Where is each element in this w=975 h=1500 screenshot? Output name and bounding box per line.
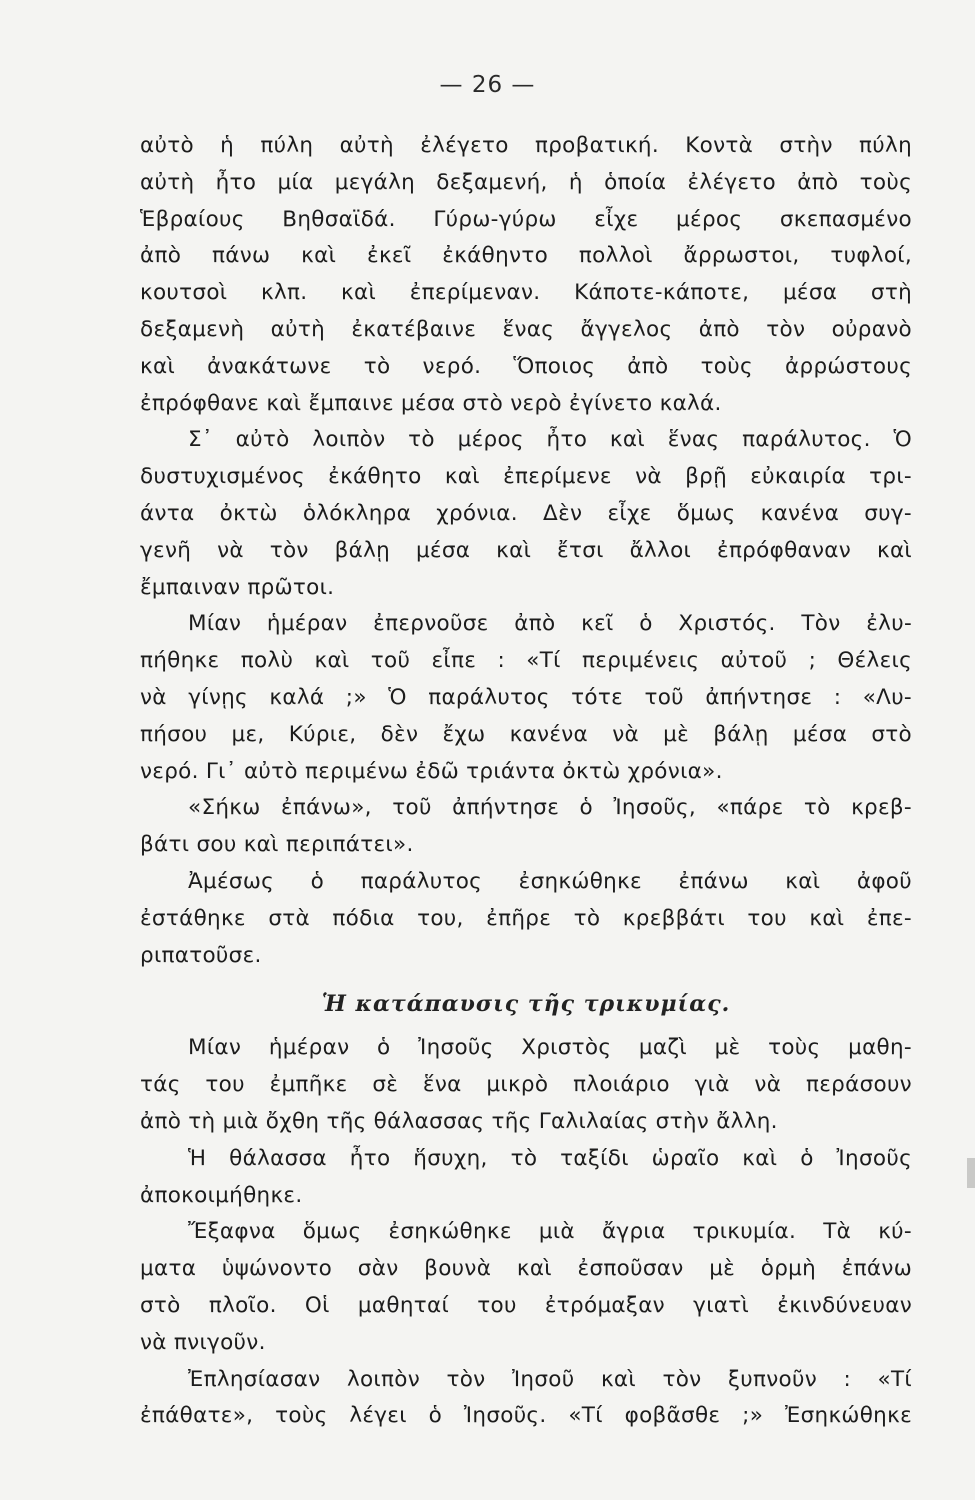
text-line: αὐτὴ ἦτο μία μεγάλη δεξαμενή, ἡ ὁποία ἐλέγετο ἀπὸ τοὺς [140,169,912,195]
text-line: δεξαμενὴ αὐτὴ ἐκατέβαινε ἕνας ἄγγελος ἀπὸ τὸν οὐρανὸ [140,316,912,342]
text-line: νερό. Γι᾿ αὐτὸ περιμένω ἐδῶ τριάντα ὀκτὼ χρόνια». [140,758,723,784]
text-line: Μίαν ἡμέραν ὁ Ἰησοῦς Χριστὸς μαζὶ μὲ τοὺς μαθη- [188,1035,912,1061]
text-line: κουτσοὶ κλπ. καὶ ἐπερίμεναν. Κάποτε-κάποτε, μέσα στὴ [140,280,912,306]
text-line: «Σήκω ἐπάνω», τοῦ ἀπήντησε ὁ Ἰησοῦς, «πάρε τὸ κρεβ- [188,795,912,821]
text-line: ἀπὸ τὴ μιὰ ὄχθη τῆς θάλασσας τῆς Γαλιλαίας στὴν ἄλλη. [140,1108,778,1134]
text-line: νὰ γίνῃς καλά ;» Ὁ παράλυτος τότε τοῦ ἀπήντησε : «Λυ- [140,684,912,710]
text-line: άντα ὀκτὼ ὁλόκληρα χρόνια. Δὲν εἶχε ὅμως κανένα συγ- [140,500,912,526]
text-line: ριπατοῦσε. [140,942,262,968]
text-line: τάς του ἐμπῆκε σὲ ἕνα μικρὸ πλοιάριο γιὰ νὰ περάσουν [140,1072,912,1098]
text-line: νὰ πνιγοῦν. [140,1329,266,1355]
text-line: Ἡ θάλασσα ἦτο ἥσυχη, τὸ ταξίδι ὡραῖο καὶ ὁ Ἰησοῦς [188,1145,912,1171]
text-line: Ἀμέσως ὁ παράλυτος ἐσηκώθηκε ἐπάνω καὶ ἀφοῦ [188,868,912,894]
text-line: καὶ ἀνακάτωνε τὸ νερό. Ὅποιος ἀπὸ τοὺς ἀρρώστους [140,353,912,379]
text-line: ἐπάθατε», τοὺς λέγει ὁ Ἰησοῦς. «Τί φοβᾶσθε ;» Ἐσηκώθηκε [140,1403,912,1429]
text-line: Μίαν ἡμέραν ἐπερνοῦσε ἀπὸ κεῖ ὁ Χριστός. Τὸν ἐλυ- [188,611,912,637]
page-edge-mark [967,1158,975,1188]
text-line: βάτι σου καὶ περιπάτει». [140,832,414,858]
section-heading: Ἡ κατάπαυσις τῆς τρικυμίας. [321,991,731,1018]
text-line: ἀπὸ πάνω καὶ ἐκεῖ ἐκάθηντο πολλοὶ ἄρρωστοι, τυφλοί, [140,243,912,269]
page-number: — 26 — [439,72,536,98]
text-line: ἐστάθηκε στὰ πόδια του, ἐπῆρε τὸ κρεββάτι του καὶ ἐπε- [140,905,912,931]
text-line: Ἐπλησίασαν λοιπὸν τὸν Ἰησοῦ καὶ τὸν ξυπνοῦν : «Τί [188,1366,912,1392]
text-line: στὸ πλοῖο. Οἱ μαθηταί του ἐτρόμαξαν γιατὶ ἐκινδύνευαν [140,1292,912,1318]
text-line: αὐτὸ ἡ πύλη αὐτὴ ἐλέγετο προβατική. Κοντὰ στὴν πύλη [140,133,912,158]
text-line: ἀποκοιμήθηκε. [140,1182,303,1208]
text-line: Ἔξαφνα ὅμως ἐσηκώθηκε μιὰ ἄγρια τρικυμία. Τὰ κύ- [188,1219,912,1245]
text-line: ματα ὑψώνοντο σὰν βουνὰ καὶ ἐσποῦσαν μὲ ὁρμὴ ἐπάνω [140,1256,912,1282]
text-line: ἐπρόφθανε καὶ ἔμπαινε μέσα στὸ νερὸ ἐγίνετο καλά. [140,390,722,416]
text-line: πήσου με, Κύριε, δὲν ἔχω κανένα νὰ μὲ βάλῃ μέσα στὸ [140,721,912,747]
text-line: ἔμπαιναν πρῶτοι. [140,574,335,600]
body-text-section-1 [140,128,912,1435]
text-line: δυστυχισμένος ἐκάθητο καὶ ἐπερίμενε νὰ βρῇ εὐκαιρία τρι- [140,464,912,490]
text-line: Ἑβραίους Βηθσαϊδά. Γύρω-γύρω εἶχε μέρος σκεπασμένο [140,206,912,232]
text-line: πήθηκε πολὺ καὶ τοῦ εἶπε : «Τί περιμένεις αὐτοῦ ; Θέλεις [140,648,912,674]
text-line: γενῆ νὰ τὸν βάλῃ μέσα καὶ ἔτσι ἄλλοι ἐπρόφθαναν καὶ [140,537,912,563]
text-line: Σ᾿ αὐτὸ λοιπὸν τὸ μέρος ἦτο καὶ ἕνας παράλυτος. Ὁ [188,427,912,453]
